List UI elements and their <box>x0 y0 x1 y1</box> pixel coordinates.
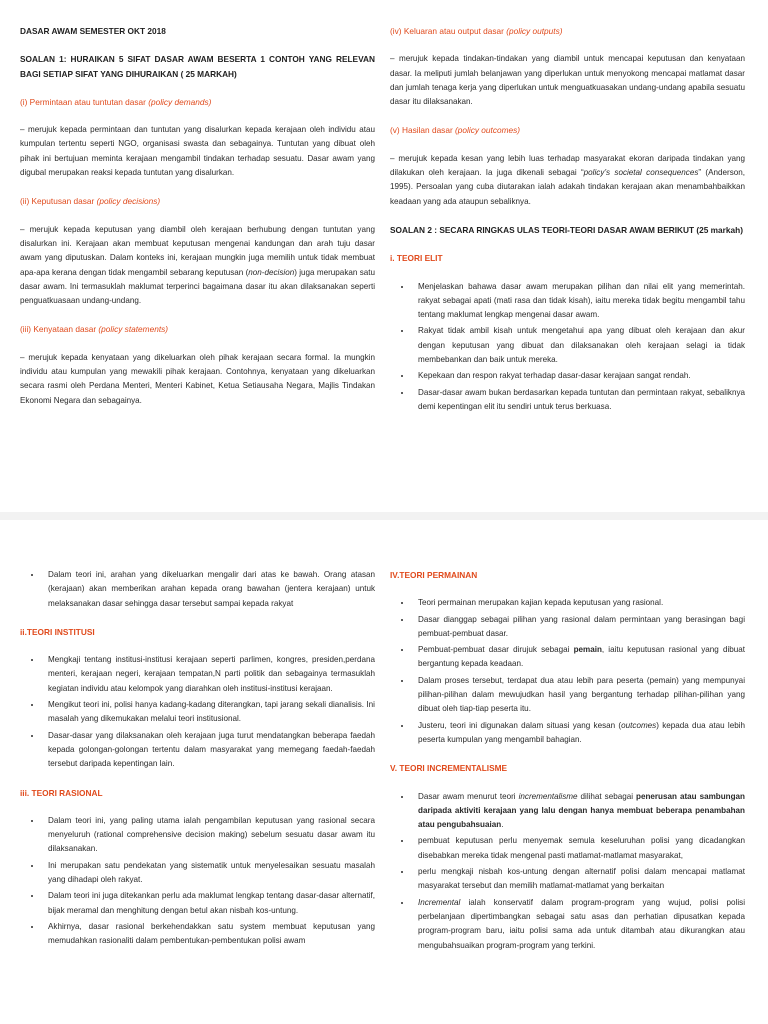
text-bold: penerusan atau sambungan daripada aktiviti kerajaan yang lalu dengan hanya membuat beberapa penambahan atau pengubahsuaian <box>418 791 745 830</box>
section-policy-demands-heading <box>20 95 375 109</box>
heading-italic: (policy outputs) <box>506 26 563 36</box>
page-2-left-column <box>20 568 375 963</box>
text-part: Dasar awam menurut teori <box>418 791 519 801</box>
teori-elit-heading: i. TEORI ELIT <box>390 253 443 264</box>
question-1-title: SOALAN 1: HURAIKAN 5 SIFAT DASAR AWAM BESERTA 1 CONTOH YANG RELEVAN BAGI SETIAP SIFAT YANG DIHURAIKAN ( 25 MARKAH) <box>20 54 375 79</box>
list-item: • Dasar-dasar yang dilaksanakan oleh kerajaan juga turut mendatangkan beberapa faedah kepada golongan-golongan tertentu dalam masyarakat yang memegang faedah-faedah tersebut daripada kepentingan lain. <box>42 729 375 772</box>
teori-incrementalisme-list <box>390 790 745 953</box>
heading-italic: (policy demands) <box>148 96 212 107</box>
teori-permainan-list <box>390 596 745 747</box>
text-italic: Incremental <box>418 897 461 907</box>
teori-rasional-list <box>20 814 375 949</box>
text-part: ) juga merupakan satu dasar awam. Ini termasuklah maklumat terperinci bagaimana dasar itu akan dilaksanakan seperti penguatkuasaan undang-undang. <box>20 267 375 306</box>
list-item: • Rakyat tidak ambil kisah untuk mengetahui apa yang dibuat oleh kerajaan dan akur dengan keputusan yang dibuat dan dilaksanakan oleh kerajaan selagi ia tidak membebankan dan baik untuk mereka. <box>412 324 745 367</box>
list-item <box>412 719 745 748</box>
page-1-right-column <box>390 24 745 428</box>
text-italic: incrementalisme <box>518 791 578 801</box>
list-item: • perlu mengkaji nisbah kos-untung dengan alternatif polisi dalam mencapai matlamat masyarakat tersebut dan memilih matlamat-matlamat yang berkaitan <box>412 865 745 894</box>
list-item: • Dalam teori ini, yang paling utama ialah pengambilan keputusan yang rasional secara menyeluruh (rational comprehensive decision making) sebelum sesuatu dasar awam itu dilaksanakan. <box>42 814 375 857</box>
page-1-left-column <box>20 24 375 422</box>
text-part: – merujuk kepada kesan yang lebih luas terhadap masyarakat ekoran daripada tindakan yang dilakukan oleh kerajaan. Ia juga dikenali sebagai “ <box>390 153 745 178</box>
teori-institusi-heading: ii.TEORI INSTITUSI <box>20 626 95 637</box>
text-part: ) kepada dua atau lebih peserta kumpulan yang mengambil bahagian. <box>418 720 745 744</box>
section-policy-statements-text: – merujuk kepada kenyataan yang dikeluarkan oleh pihak kerajaan secara formal. Ia mungkin individu atau kumpulan yang mewakili pihak kerajaan. Contohnya, kenyataan yang dikeluarkan secara rasmi oleh Perdana Menteri, Menteri Kabinet, Ketua Setiausaha Negara, Majlis Tindakan Ekonomi Negara dan sebagainya. <box>20 352 375 405</box>
heading-text: (i) Permintaan atau tuntutan dasar <box>20 96 149 107</box>
list-item <box>412 790 745 833</box>
heading-text: (iii) Kenyataan dasar <box>20 324 99 335</box>
text-bold: pemain <box>573 645 602 655</box>
list-item: • Teori permainan merupakan kajian kepada keputusan yang rasional. <box>412 596 745 610</box>
page-2 <box>0 520 768 1024</box>
section-policy-outcomes-text <box>390 152 745 209</box>
text-part: . <box>501 820 504 830</box>
page-separator <box>0 512 768 520</box>
text-part: Pembuat-pembuat dasar dirujuk sebagai <box>418 645 574 655</box>
section-policy-decisions-heading <box>20 194 375 208</box>
text-italic: outcomes <box>621 720 657 730</box>
list-item: • Akhirnya, dasar rasional berkehendakkan satu system membuat keputusan yang memudahkan rasionaliti dalam pembentukan-pembentukan polisi awam <box>42 920 375 949</box>
list-item: • Dasar dianggap sebagai pilihan yang rasional dalam permintaan yang berasingan bagi pembuat-pembuat dasar. <box>412 613 745 642</box>
heading-text: (iv) Keluaran atau output dasar <box>390 26 507 36</box>
list-item: • Kepekaan dan respon rakyat terhadap dasar-dasar kerajaan sangat rendah. <box>412 369 745 383</box>
heading-italic: (policy outcomes) <box>455 125 521 136</box>
teori-elit-list <box>390 280 745 415</box>
list-item: • Dalam proses tersebut, terdapat dua atau lebih para peserta (pemain) yang mempunyai pilihan-pilihan dalam mewujudkan hasil yang bergantung terhadap pilihan-pilihan yang dibuat oleh tiap-tiap peserta itu. <box>412 674 745 717</box>
heading-italic: (policy decisions) <box>96 196 161 207</box>
teori-permainan-heading: IV.TEORI PERMAINAN <box>390 570 478 580</box>
section-policy-outputs-text: – merujuk kepada tindakan-tindakan yang diambil untuk mencapai keputusan dan kenyataan dasar. Ia meliputi jumlah belanjawan yang diperlukan untuk menyokong mencapai matlamat dasar dan jumlah tenaga kerja yang diperlukan untuk menguatkuasakan undang-undang apabila sesuatu dasar itu dilaksanakan. <box>390 54 745 107</box>
heading-text: (v) Hasilan dasar <box>390 125 456 136</box>
list-item: • Dalam teori ini juga ditekankan perlu ada maklumat lengkap tentang dasar-dasar alternatif, bijak meramal dan menghitung dengan betul akan nisbah kos-untung. <box>42 889 375 918</box>
list-item: • Mengkaji tentang institusi-institusi kerajaan seperti parlimen, kongres, presiden,perdana menteri, kerajaan negeri, kerajaan tempatan,N parti politik dan sebagainya termasuklah kegiatan individu atau kelompok yang diarahkan oleh institusi-institusi kerajaan. <box>42 653 375 696</box>
text-part: ” (Anderson, 1995). Persoalan yang cuba diutarakan ialah adakah tindakan kerajaan akan menambahbaikkan keadaan yang ada ataupun sebaliknya. <box>390 168 745 206</box>
heading-italic: (policy statements) <box>98 324 169 335</box>
section-policy-demands-text: – merujuk kepada permintaan dan tuntutan yang disalurkan kepada kerajaan oleh individu atau kumpulan tertentu seperti NGO, organisasi swasta dan sebagainya. Tuntutan yang dibuat oleh pihak ini bertujuan meminta kerajaan mengambil tindakan terhadap sesuatu. Dasar awam yang digubal merupakan reaksi kepada tuntutan yang disalurkan. <box>20 125 375 178</box>
section-policy-decisions-text <box>20 223 375 309</box>
section-policy-statements-heading <box>20 322 375 336</box>
list-item: • Mengikut teori ini, polisi hanya kadang-kadang diterangkan, tapi jarang sekali dianalisis. Ini masalah yang dikemukakan melalui teori institusional. <box>42 698 375 727</box>
text-part: dilihat sebagai <box>577 791 637 801</box>
heading-text: (ii) Keputusan dasar <box>20 196 97 207</box>
text-part: – merujuk kepada keputusan yang diambil oleh kerajaan berhubung dengan tuntutan yang disalurkan ini. Kerajaan akan membuat keputusan mengenai kandungan dan arah tuju dasar awam yang diputuskan. Dalam konteks ini, kerajaan mungkin juga memilih untuk tidak membuat apa-apa kerana dengan tidak mengambil sebarang keputusan ( <box>20 224 375 277</box>
text-italic: non-decision <box>248 267 295 277</box>
list-item: • Dalam teori ini, arahan yang dikeluarkan mengalir dari atas ke bawah. Orang atasan (kerajaan) akan memberikan arahan kepada orang bawahan (jentera kerajaan) untuk melaksanakan dasar sehingga dasar tersebut sampai kepada rakyat <box>42 568 375 611</box>
text-part: Justeru, teori ini digunakan dalam situasi yang kesan ( <box>418 720 622 730</box>
teori-incrementalisme-heading: V. TEORI INCREMENTALISME <box>390 763 508 774</box>
list-item: • Dasar-dasar awam bukan berdasarkan kepada tuntutan dan permintaan rakyat, sebaliknya demi kepentingan elit itu sendiri untuk terus berkuasa. <box>412 386 745 415</box>
document-title: DASAR AWAM SEMESTER OKT 2018 <box>20 26 166 36</box>
teori-elit-continued-list <box>20 568 375 611</box>
page-2-right-column <box>390 568 745 967</box>
question-2-title: SOALAN 2 : SECARA RINGKAS ULAS TEORI-TEORI DASAR AWAM BERIKUT (25 markah) <box>390 224 743 235</box>
list-item <box>412 643 745 672</box>
list-item: • pembuat keputusan perlu menyemak semula keseluruhan polisi yang dicadangkan disebabkan mereka tidak mengenal pasti matlamat-matlamat masyarakat, <box>412 834 745 863</box>
teori-institusi-list <box>20 653 375 771</box>
teori-rasional-heading: iii. TEORI RASIONAL <box>20 787 103 798</box>
text-part: ialah konservatif dalam program-program yang wujud, polisi polisi perbelanjaan dipertimbangkan sebagai satu asas dan perhatian dipusatkan kepada program-program baru, iaitu polisi sama ada untuk ditambah atau dikurangkan atau mengubahsuaikan program-program yang terkini. <box>418 897 745 950</box>
text-italic: policy’s societal consequences <box>583 168 699 178</box>
text-part: , iaitu keputusan rasional yang dibuat bergantung kepada keadaan. <box>418 645 745 669</box>
list-item: • Ini merupakan satu pendekatan yang sistematik untuk menyelesaikan sesuatu masalah yang dihadapi oleh rakyat. <box>42 859 375 888</box>
list-item <box>412 896 745 953</box>
section-policy-outcomes-heading <box>390 123 745 137</box>
section-policy-outputs-heading <box>390 24 745 38</box>
list-item: • Menjelaskan bahawa dasar awam merupakan pilihan dan nilai elit yang memerintah. rakyat sebagai apati (mati rasa dan tidak kisah), iaitu mereka tidak begitu mengambil tahu tentang maklumat lengkap mengenai dasar awam. <box>412 280 745 323</box>
